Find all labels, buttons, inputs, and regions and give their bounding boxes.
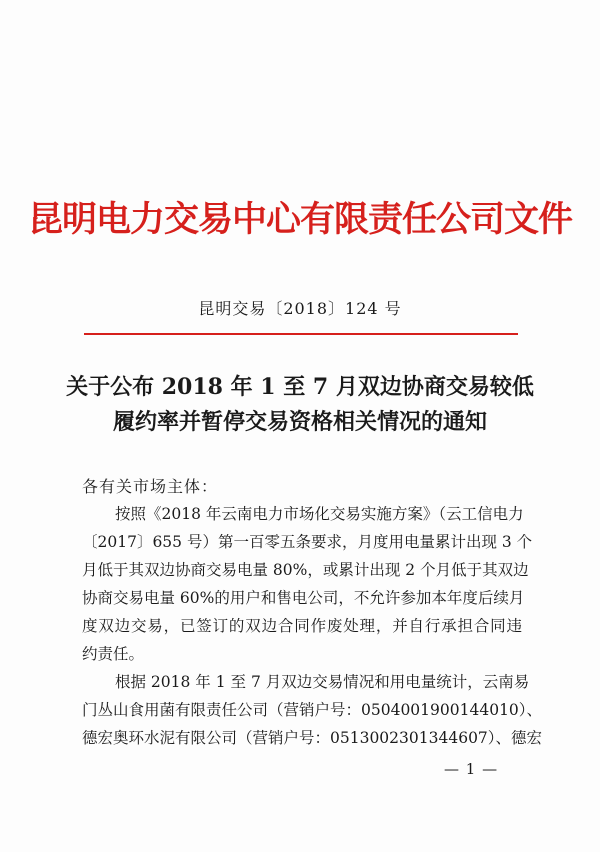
notice-title-line-1: 关于公布 2018 年 1 至 7 月双边协商交易较低 (66, 374, 534, 400)
paragraph-line: 按照《2018 年云南电力市场化交易实施方案》（云工信电力 (115, 505, 524, 523)
paragraph-line: 门丛山食用菌有限责任公司（营销户号：0504001900144010）、 (82, 701, 543, 719)
notice-title (0, 370, 600, 440)
paragraph-line: 约责任。 (82, 645, 145, 663)
body-text (82, 500, 543, 752)
paragraph-line: 根据 2018 年 1 至 7 月双边交易情况和用电量统计，云南易 (115, 673, 530, 691)
paragraph-line: 度双边交易，已签订的双边合同作废处理，并自行承担合同违 (82, 617, 522, 635)
paragraph-2 (82, 668, 543, 752)
red-divider-line (84, 333, 518, 335)
salutation: 各有关市场主体： (82, 477, 219, 496)
issuer-header-title: 昆明电力交易中心有限责任公司文件 (27, 199, 572, 240)
notice-title-line-2: 履约率并暂停交易资格相关情况的通知 (112, 409, 487, 435)
page-number: — 1 — (444, 760, 499, 778)
paragraph-1 (82, 500, 533, 668)
paragraph-line: 〔2017〕655 号）第一百零五条要求，月度用电量累计出现 3 个 (82, 533, 533, 551)
paragraph-line: 月低于其双边协商交易电量 80%，或累计出现 2 个月低于其双边 (82, 561, 529, 579)
document-number: 昆明交易〔2018〕124 号 (198, 299, 402, 318)
paragraph-line: 德宏奥环水泥有限公司（营销户号：0513002301344607）、德宏 (82, 729, 543, 747)
paragraph-line: 协商交易电量 60%的用户和售电公司，不允许参加本年度后续月 (82, 589, 525, 607)
